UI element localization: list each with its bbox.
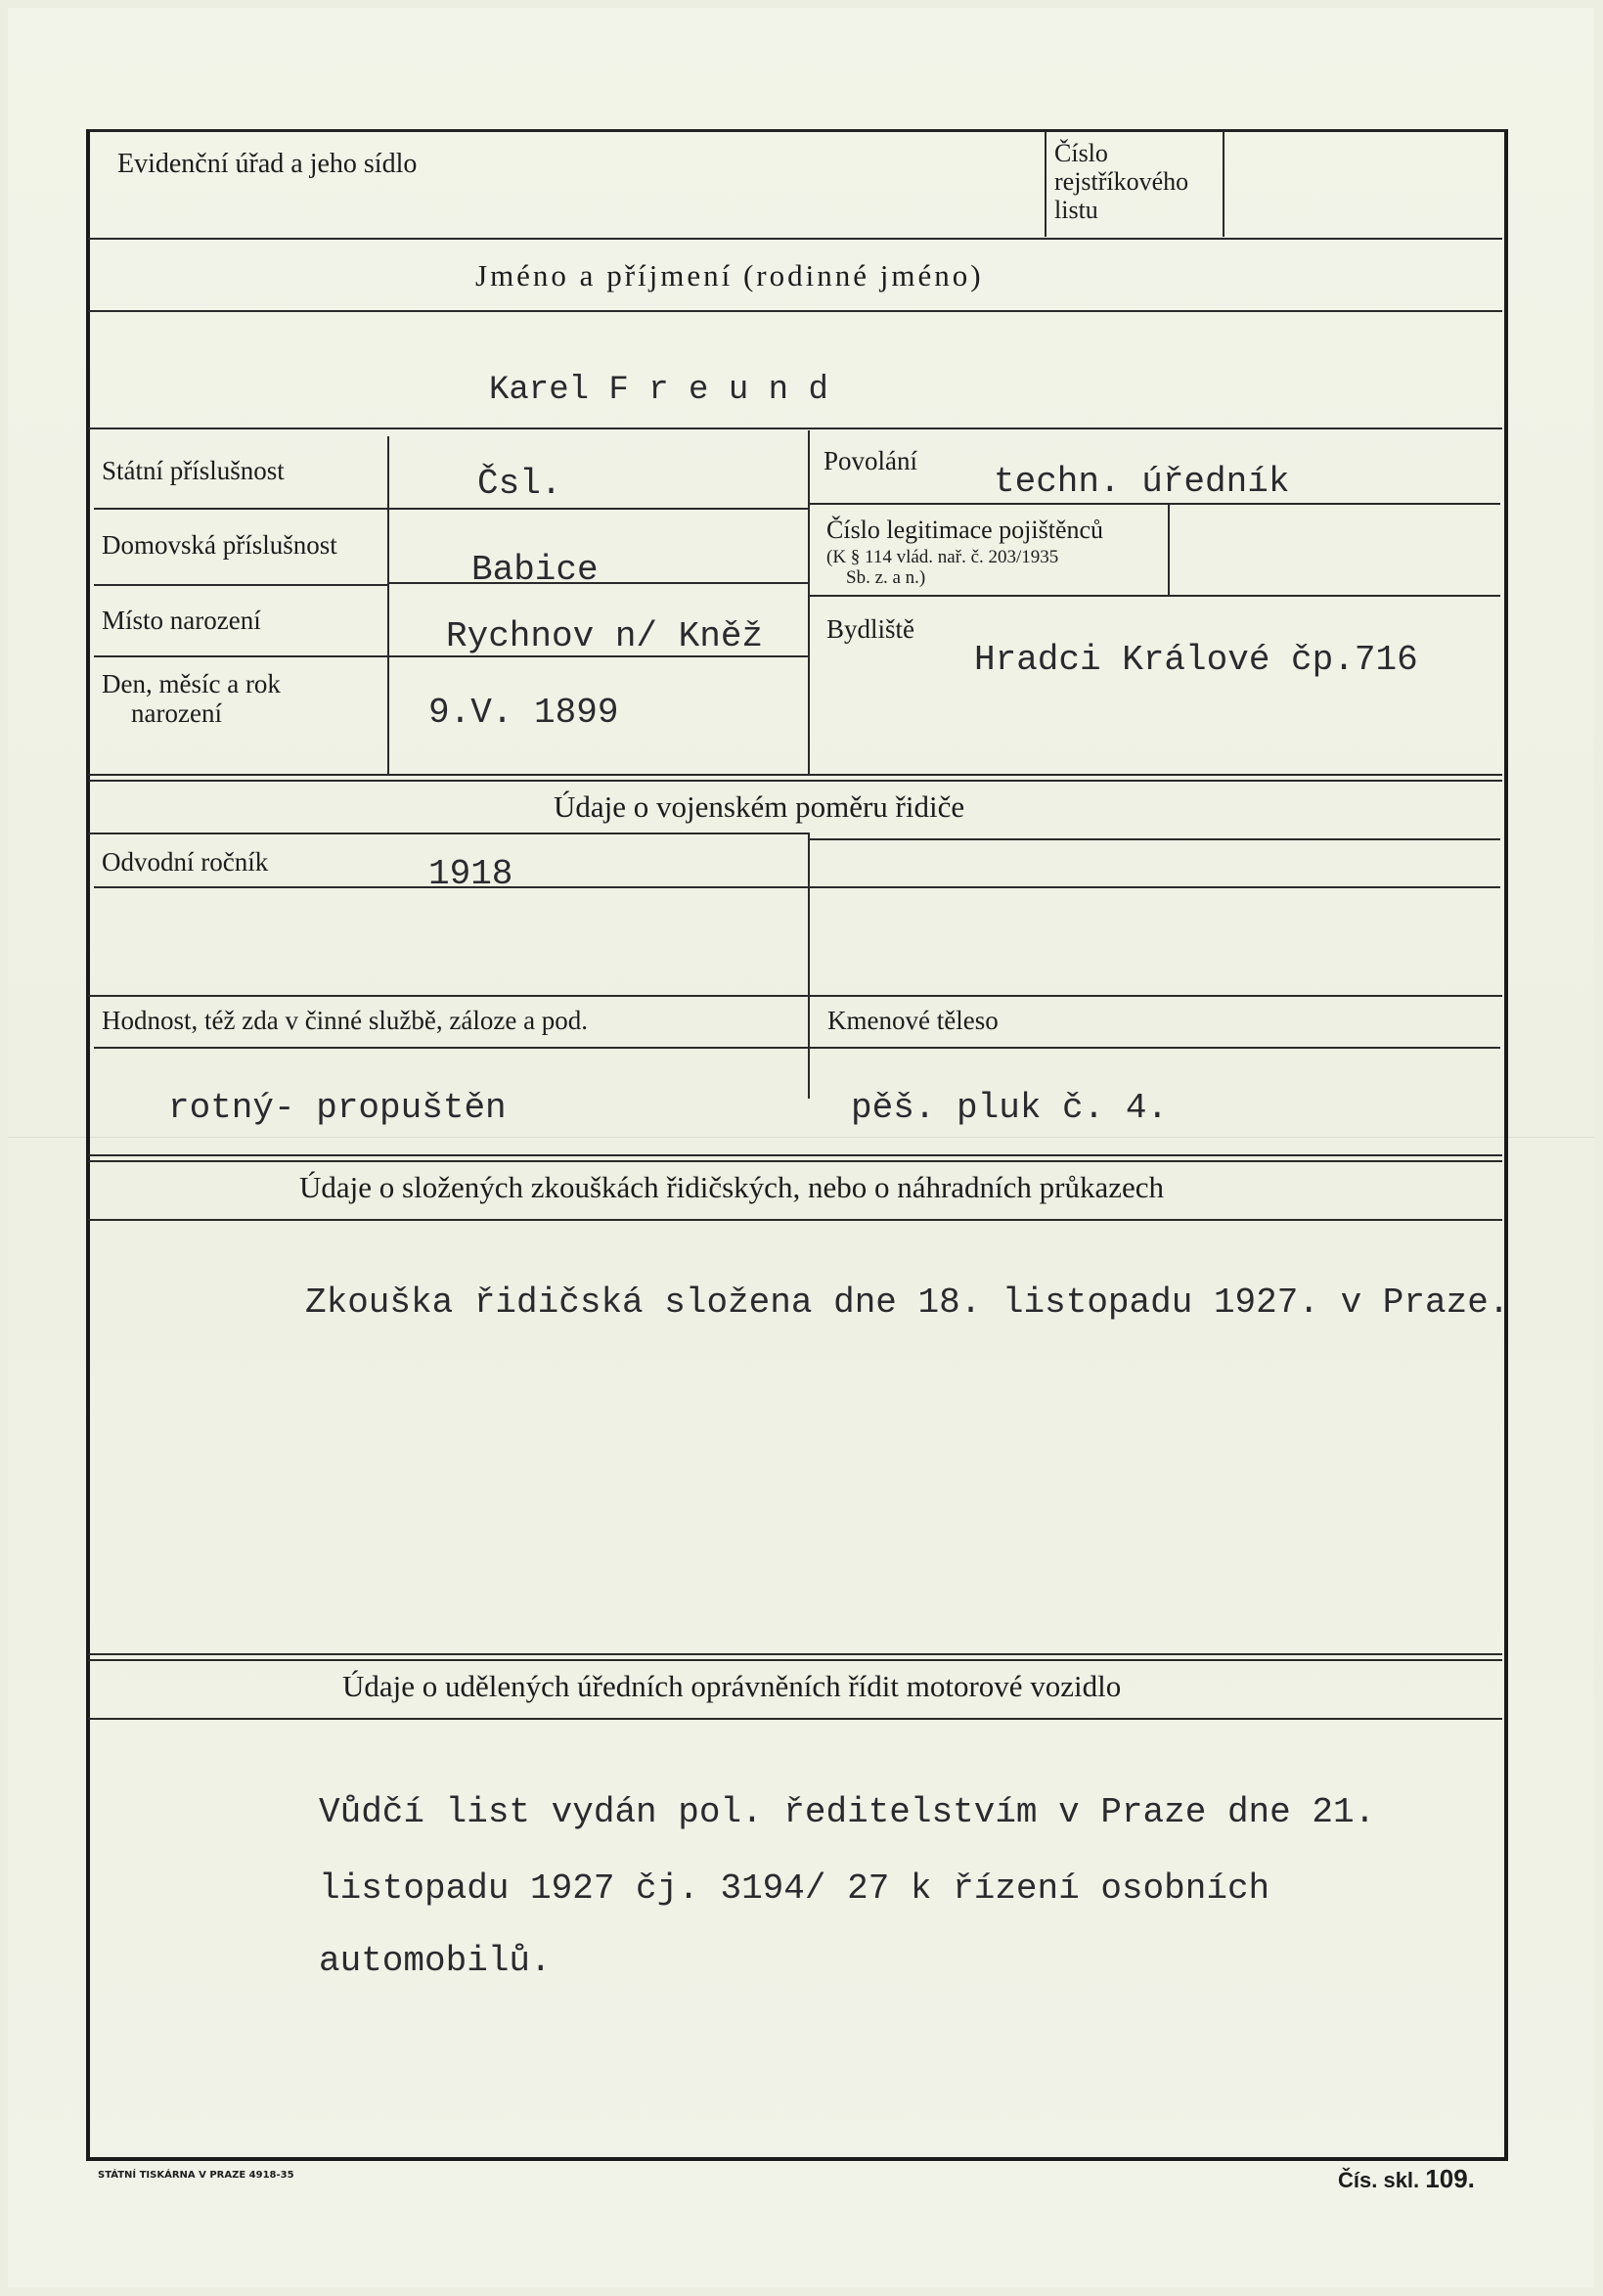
insurance-note-line: (K § 114 vlád. nař. č. 203/1935 bbox=[826, 547, 1059, 567]
rank-value: rotný- propuštěn bbox=[168, 1088, 507, 1128]
rule bbox=[808, 886, 1500, 888]
name-value: Karel F r e u n d bbox=[489, 372, 828, 409]
office-label: Evidenční úřad a jeho sídlo bbox=[117, 149, 418, 179]
printer-imprint: STÁTNÍ TISKÁRNA V PRAZE 4918-35 bbox=[98, 2170, 294, 2181]
license-line: automobilů. bbox=[319, 1941, 552, 1981]
divider bbox=[387, 436, 389, 774]
birthdate-label-line: Den, měsíc a rok bbox=[102, 669, 281, 698]
insurance-note-line: Sb. z. a n.) bbox=[846, 566, 926, 588]
military-title: Údaje o vojenském poměru řidiče bbox=[554, 789, 965, 824]
rule bbox=[94, 508, 808, 510]
unit-label: Kmenové těleso bbox=[827, 1006, 999, 1035]
rule bbox=[88, 1219, 1502, 1221]
rule bbox=[808, 838, 1500, 840]
license-line: listopadu 1927 čj. 3194/ 27 k řízení osobních bbox=[319, 1868, 1270, 1909]
occupation-value: techn. úředník bbox=[994, 462, 1290, 502]
rule bbox=[88, 1154, 1502, 1156]
reg-no-label-line: Číslo bbox=[1054, 139, 1108, 167]
residence-label: Bydliště bbox=[826, 614, 915, 644]
exams-value: Zkouška řidičská složena dne 18. listopadu 1927. v Praze. bbox=[305, 1283, 1510, 1323]
form-number-value: 109. bbox=[1425, 2164, 1475, 2193]
rule bbox=[88, 833, 808, 834]
draft-year-value: 1918 bbox=[428, 854, 513, 894]
license-line: Vůdčí list vydán pol. ředitelstvím v Praze dne 21. bbox=[319, 1792, 1376, 1832]
occupation-label: Povolání bbox=[824, 446, 918, 475]
reg-no-label bbox=[1054, 139, 1188, 224]
draft-year-label: Odvodní ročník bbox=[102, 847, 269, 877]
rule bbox=[808, 1047, 1500, 1049]
citizenship-value: Čsl. bbox=[477, 464, 562, 504]
rule bbox=[94, 886, 808, 888]
rule bbox=[94, 584, 387, 586]
birthdate-value: 9.V. 1899 bbox=[428, 693, 619, 733]
unit-value: pěš. pluk č. 4. bbox=[851, 1088, 1169, 1128]
rule bbox=[88, 1160, 1502, 1162]
rule bbox=[88, 995, 1502, 997]
rule bbox=[88, 1718, 1502, 1720]
divider bbox=[808, 430, 810, 775]
insurance-label: Číslo legitimace pojištěnců bbox=[826, 516, 1104, 544]
form-number bbox=[1338, 2164, 1475, 2194]
rule bbox=[88, 310, 1502, 312]
exams-title: Údaje o složených zkouškách řidičských, nebo o náhradních průkazech bbox=[299, 1170, 1165, 1204]
birthplace-value: Rychnov n/ Kněž bbox=[446, 616, 764, 656]
birthdate-label bbox=[102, 669, 281, 728]
rule bbox=[808, 503, 1500, 505]
rule bbox=[808, 595, 1500, 597]
residence-value: Hradci Králové čp.716 bbox=[974, 640, 1418, 680]
reg-no-label-line: rejstříkového bbox=[1054, 167, 1189, 197]
domicile-value: Babice bbox=[471, 550, 599, 590]
rule bbox=[94, 1047, 808, 1049]
divider bbox=[1045, 131, 1046, 237]
divider bbox=[1223, 131, 1225, 237]
form-prefix: Čís. skl. bbox=[1338, 2168, 1420, 2192]
rule bbox=[88, 428, 1502, 429]
divider bbox=[808, 833, 810, 1099]
divider bbox=[1168, 505, 1170, 595]
rule bbox=[88, 780, 1502, 782]
rule bbox=[88, 238, 1502, 240]
domicile-label: Domovská příslušnost bbox=[102, 530, 337, 560]
name-label: Jméno a příjmení (rodinné jméno) bbox=[475, 258, 984, 293]
citizenship-label: Státní příslušnost bbox=[102, 456, 285, 485]
reg-no-label-line: listu bbox=[1054, 196, 1098, 225]
rank-label: Hodnost, též zda v činné službě, záloze a pod. bbox=[102, 1006, 589, 1035]
rule bbox=[88, 1659, 1502, 1661]
birthdate-label-line: narození bbox=[131, 698, 222, 729]
insurance-note bbox=[826, 548, 1058, 589]
rule bbox=[88, 1653, 1502, 1655]
birthplace-label: Místo narození bbox=[102, 606, 261, 635]
form-frame bbox=[86, 129, 1508, 2161]
rule bbox=[88, 774, 1502, 776]
licenses-title: Údaje o udělených úředních oprávněních řídit motorové vozidlo bbox=[342, 1669, 1122, 1703]
